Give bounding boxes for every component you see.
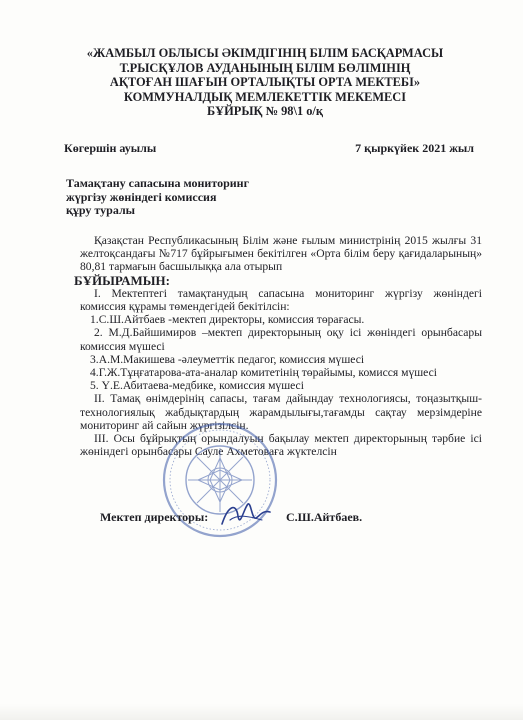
order-word: БҰЙЫРАМЫН:	[74, 272, 171, 288]
scan-bottom-edge	[0, 704, 523, 720]
header-line-4: КОММУНАЛДЫҚ МЕМЛЕКЕТТІК МЕКЕМЕСІ	[123, 89, 407, 104]
header-line-2: Т.РЫСҚҰЛОВ АУДАНЫНЫҢ БІЛІМ БӨЛІМІНІҢ	[119, 60, 411, 75]
clause-2: ІІ. Тамақ өнімдерінің сапасы, тағам дайындау технологиясы, тоңазытқыш-технологиялық жабдықтардың жарамдылығы,тағамды сақтау мерзімдеріне мониторинг ай сайын жүргізілсін.	[80, 392, 482, 432]
member-4: 4.Г.Ж.Тұңғатарова-ата-аналар комитетінің төрайымы, комисся мүшесі	[90, 366, 437, 380]
order-body	[74, 234, 482, 459]
member-2: 2. М.Д.Байшимиров –мектеп директорының оқу ісі жөніндегі орынбасары комиссия мүшесі	[80, 326, 482, 353]
subject-line-2: жүргізу жөніндегі комиссия	[66, 189, 217, 204]
order-number: БҰЙРЫҚ № 98\1 о/қ	[206, 104, 324, 119]
order-date: 7 қыркүйек 2021 жыл	[355, 141, 474, 155]
header-line-3: АҚТОҒАН ШАҒЫН ОРТАЛЫҚТЫ ОРТА МЕКТЕБІ»	[109, 75, 421, 90]
member-5: 5. Ү.Е.Абитаева-медбике, комиссия мүшесі	[90, 379, 304, 393]
institution-header	[60, 46, 470, 119]
preamble: Қазақстан Республикасының Білім және ғылым министрінің 2015 жылғы 31 желтоқсандағы №717 бұйрығымен бекітілген «Орта білім беру қағидаларының» 80,81 тармағын басшылыққа ала отырып	[80, 234, 482, 274]
signatory-title: Мектеп директоры:	[100, 510, 209, 524]
place-date-row	[64, 141, 474, 157]
signature-block	[100, 507, 400, 537]
subject-line-1: Тамақтану сапасына мониторинг	[66, 176, 250, 190]
clause-1: І. Мектептегі тамақтанудың сапасына мониторинг жүргізу жөніндегі комиссия құрамы төмендегідей бекітілсін:	[80, 286, 482, 314]
clause-3: ІІІ. Осы бұйрықтың орындалуын бақылау мектеп директорының тәрбие ісі жөніндегі орынбасары Сауле Ахметоваға жүктелсін	[80, 432, 482, 459]
member-3: 3.А.М.Макишева -әлеуметтік педагог, комиссия мүшесі	[90, 352, 365, 366]
member-1: 1.С.Ш.Айтбаев -мектеп директоры, комиссия төрағасы.	[90, 313, 365, 327]
order-subject	[66, 177, 249, 218]
signatory-name: С.Ш.Айтбаев.	[286, 510, 363, 524]
place-name: Көгершін ауылы	[64, 141, 157, 155]
subject-line-3: құру туралы	[66, 203, 136, 217]
header-line-1: «ЖАМБЫЛ ОБЛЫСЫ ӘКІМДІГІНІҢ БІЛІМ БАСҚАРМАСЫ	[86, 46, 444, 60]
